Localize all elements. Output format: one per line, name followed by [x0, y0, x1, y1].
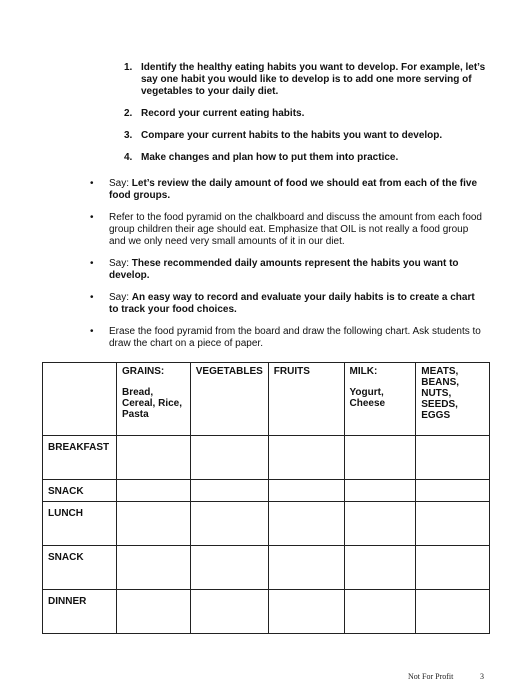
bullet-icon: •	[90, 212, 94, 223]
row-label-snack: SNACK	[43, 480, 117, 502]
header-fruits: FRUITS	[268, 363, 344, 436]
chart-cell	[190, 480, 268, 502]
table-row	[43, 590, 490, 634]
table-row	[43, 546, 490, 590]
chart-cell	[344, 590, 416, 634]
instruction-item	[90, 326, 485, 350]
chart-cell	[268, 590, 344, 634]
header-meats: MEATS, BEANS, NUTS, SEEDS, EGGS	[416, 363, 490, 436]
say-prefix: Say:	[109, 292, 132, 303]
chart-cell	[190, 502, 268, 546]
step-item	[124, 130, 494, 142]
row-label-lunch: LUNCH	[43, 502, 117, 546]
say-text: These recommended daily amounts represent the habits you want to develop.	[109, 258, 459, 281]
header-grains-examples: Bread, Cereal, Rice, Pasta	[121, 387, 183, 420]
chart-cell	[268, 502, 344, 546]
step-number: 3.	[124, 130, 133, 141]
chart-cell	[268, 546, 344, 590]
row-label-dinner: DINNER	[43, 590, 117, 634]
step-number: 2.	[124, 108, 133, 119]
chart-cell	[116, 436, 190, 480]
say-text: An easy way to record and evaluate your daily habits is to create a chart to track your food choices.	[109, 292, 475, 315]
step-item	[124, 108, 494, 120]
step-item	[124, 62, 494, 98]
footer-text: Not For Profit	[408, 672, 454, 681]
header-vegetables: VEGETABLES	[190, 363, 268, 436]
chart-header-row	[43, 363, 490, 436]
instruction-item	[90, 258, 485, 282]
row-label-snack: SNACK	[43, 546, 117, 590]
instruction-item	[90, 178, 485, 202]
say-prefix: Say:	[109, 178, 132, 189]
instruction-text: Refer to the food pyramid on the chalkboard and discuss the amount from each food group children their age should eat. Emphasize that OIL is not really a food group and we only need very small amounts of it in our diet.	[109, 212, 482, 247]
table-row	[43, 436, 490, 480]
step-text: Identify the healthy eating habits you want to develop. For example, let’s say one habit you would like to develop is to add one more serving of vegetables to your daily diet.	[141, 62, 486, 97]
instruction-item	[90, 212, 485, 248]
instruction-item	[90, 292, 485, 316]
step-text: Make changes and plan how to put them into practice.	[141, 152, 399, 163]
step-text: Record your current eating habits.	[141, 108, 305, 119]
chart-cell	[416, 590, 490, 634]
chart-cell	[116, 546, 190, 590]
chart-cell	[268, 480, 344, 502]
chart-cell	[268, 436, 344, 480]
chart-cell	[190, 436, 268, 480]
step-number: 1.	[124, 62, 133, 73]
step-number: 4.	[124, 152, 133, 163]
bullet-icon: •	[90, 326, 94, 337]
bullet-icon: •	[90, 178, 94, 189]
header-milk-examples: Yogurt, Cheese	[349, 387, 386, 409]
bullet-icon: •	[90, 292, 94, 303]
corner-cell	[43, 363, 117, 436]
chart-cell	[116, 480, 190, 502]
chart-cell	[416, 502, 490, 546]
header-milk: MILK: Yogurt, Cheese	[344, 363, 416, 436]
chart-cell	[416, 436, 490, 480]
instruction-text: Erase the food pyramid from the board and draw the following chart. Ask students to draw the chart on a piece of paper.	[109, 326, 481, 349]
say-prefix: Say:	[109, 258, 132, 269]
header-grains: GRAINS: Bread, Cereal, Rice, Pasta	[116, 363, 190, 436]
row-label-breakfast: BREAKFAST	[43, 436, 117, 480]
chart-cell	[344, 480, 416, 502]
step-item	[124, 152, 494, 164]
page-number: 3	[480, 672, 484, 681]
say-text: Let’s review the daily amount of food we should eat from each of the five food groups.	[109, 178, 478, 201]
instructions-list	[90, 178, 485, 360]
table-row	[43, 480, 490, 502]
chart-cell	[416, 480, 490, 502]
chart-cell	[344, 502, 416, 546]
bullet-icon: •	[90, 258, 94, 269]
steps-list	[124, 62, 494, 174]
chart-cell	[116, 590, 190, 634]
chart-cell	[116, 502, 190, 546]
table-row	[43, 502, 490, 546]
chart-cell	[344, 546, 416, 590]
chart-cell	[344, 436, 416, 480]
step-text: Compare your current habits to the habits you want to develop.	[141, 130, 443, 141]
chart-cell	[190, 590, 268, 634]
food-tracking-chart	[42, 362, 490, 634]
chart-cell	[416, 546, 490, 590]
chart-cell	[190, 546, 268, 590]
